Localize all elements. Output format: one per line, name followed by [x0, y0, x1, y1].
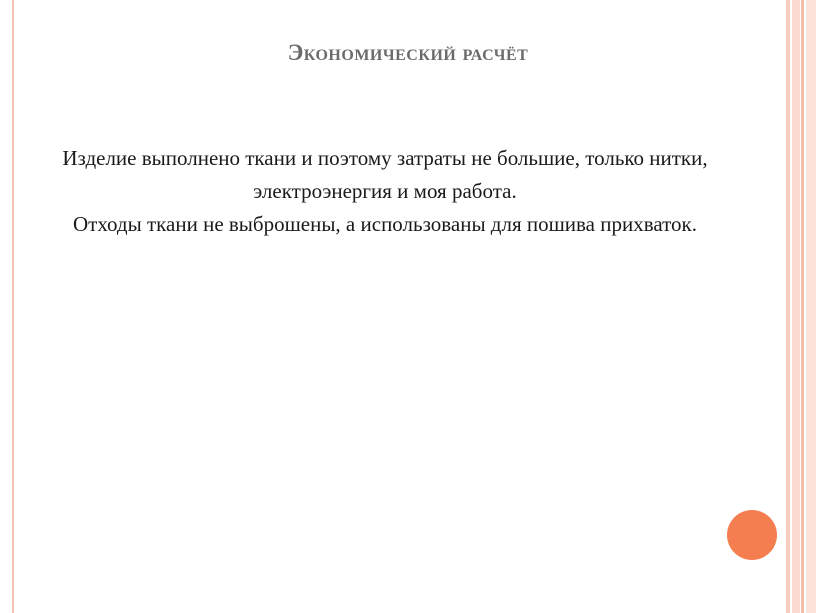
slide-title: Экономический расчёт [287, 40, 529, 65]
right-border-stripe [786, 0, 790, 613]
right-border-stripe [806, 0, 816, 613]
right-border-stripe [792, 0, 800, 613]
body-paragraph: Отходы ткани не выброшены, а использованы для пошива прихваток. [72, 212, 697, 236]
left-border-line [12, 0, 14, 613]
slide-body [60, 142, 710, 241]
right-border-stripe [801, 0, 804, 613]
decorative-circle [727, 510, 777, 560]
body-paragraph: Изделие выполнено ткани и поэтому затраты не большие, только нитки, электроэнергия и моя работа. [62, 146, 708, 203]
